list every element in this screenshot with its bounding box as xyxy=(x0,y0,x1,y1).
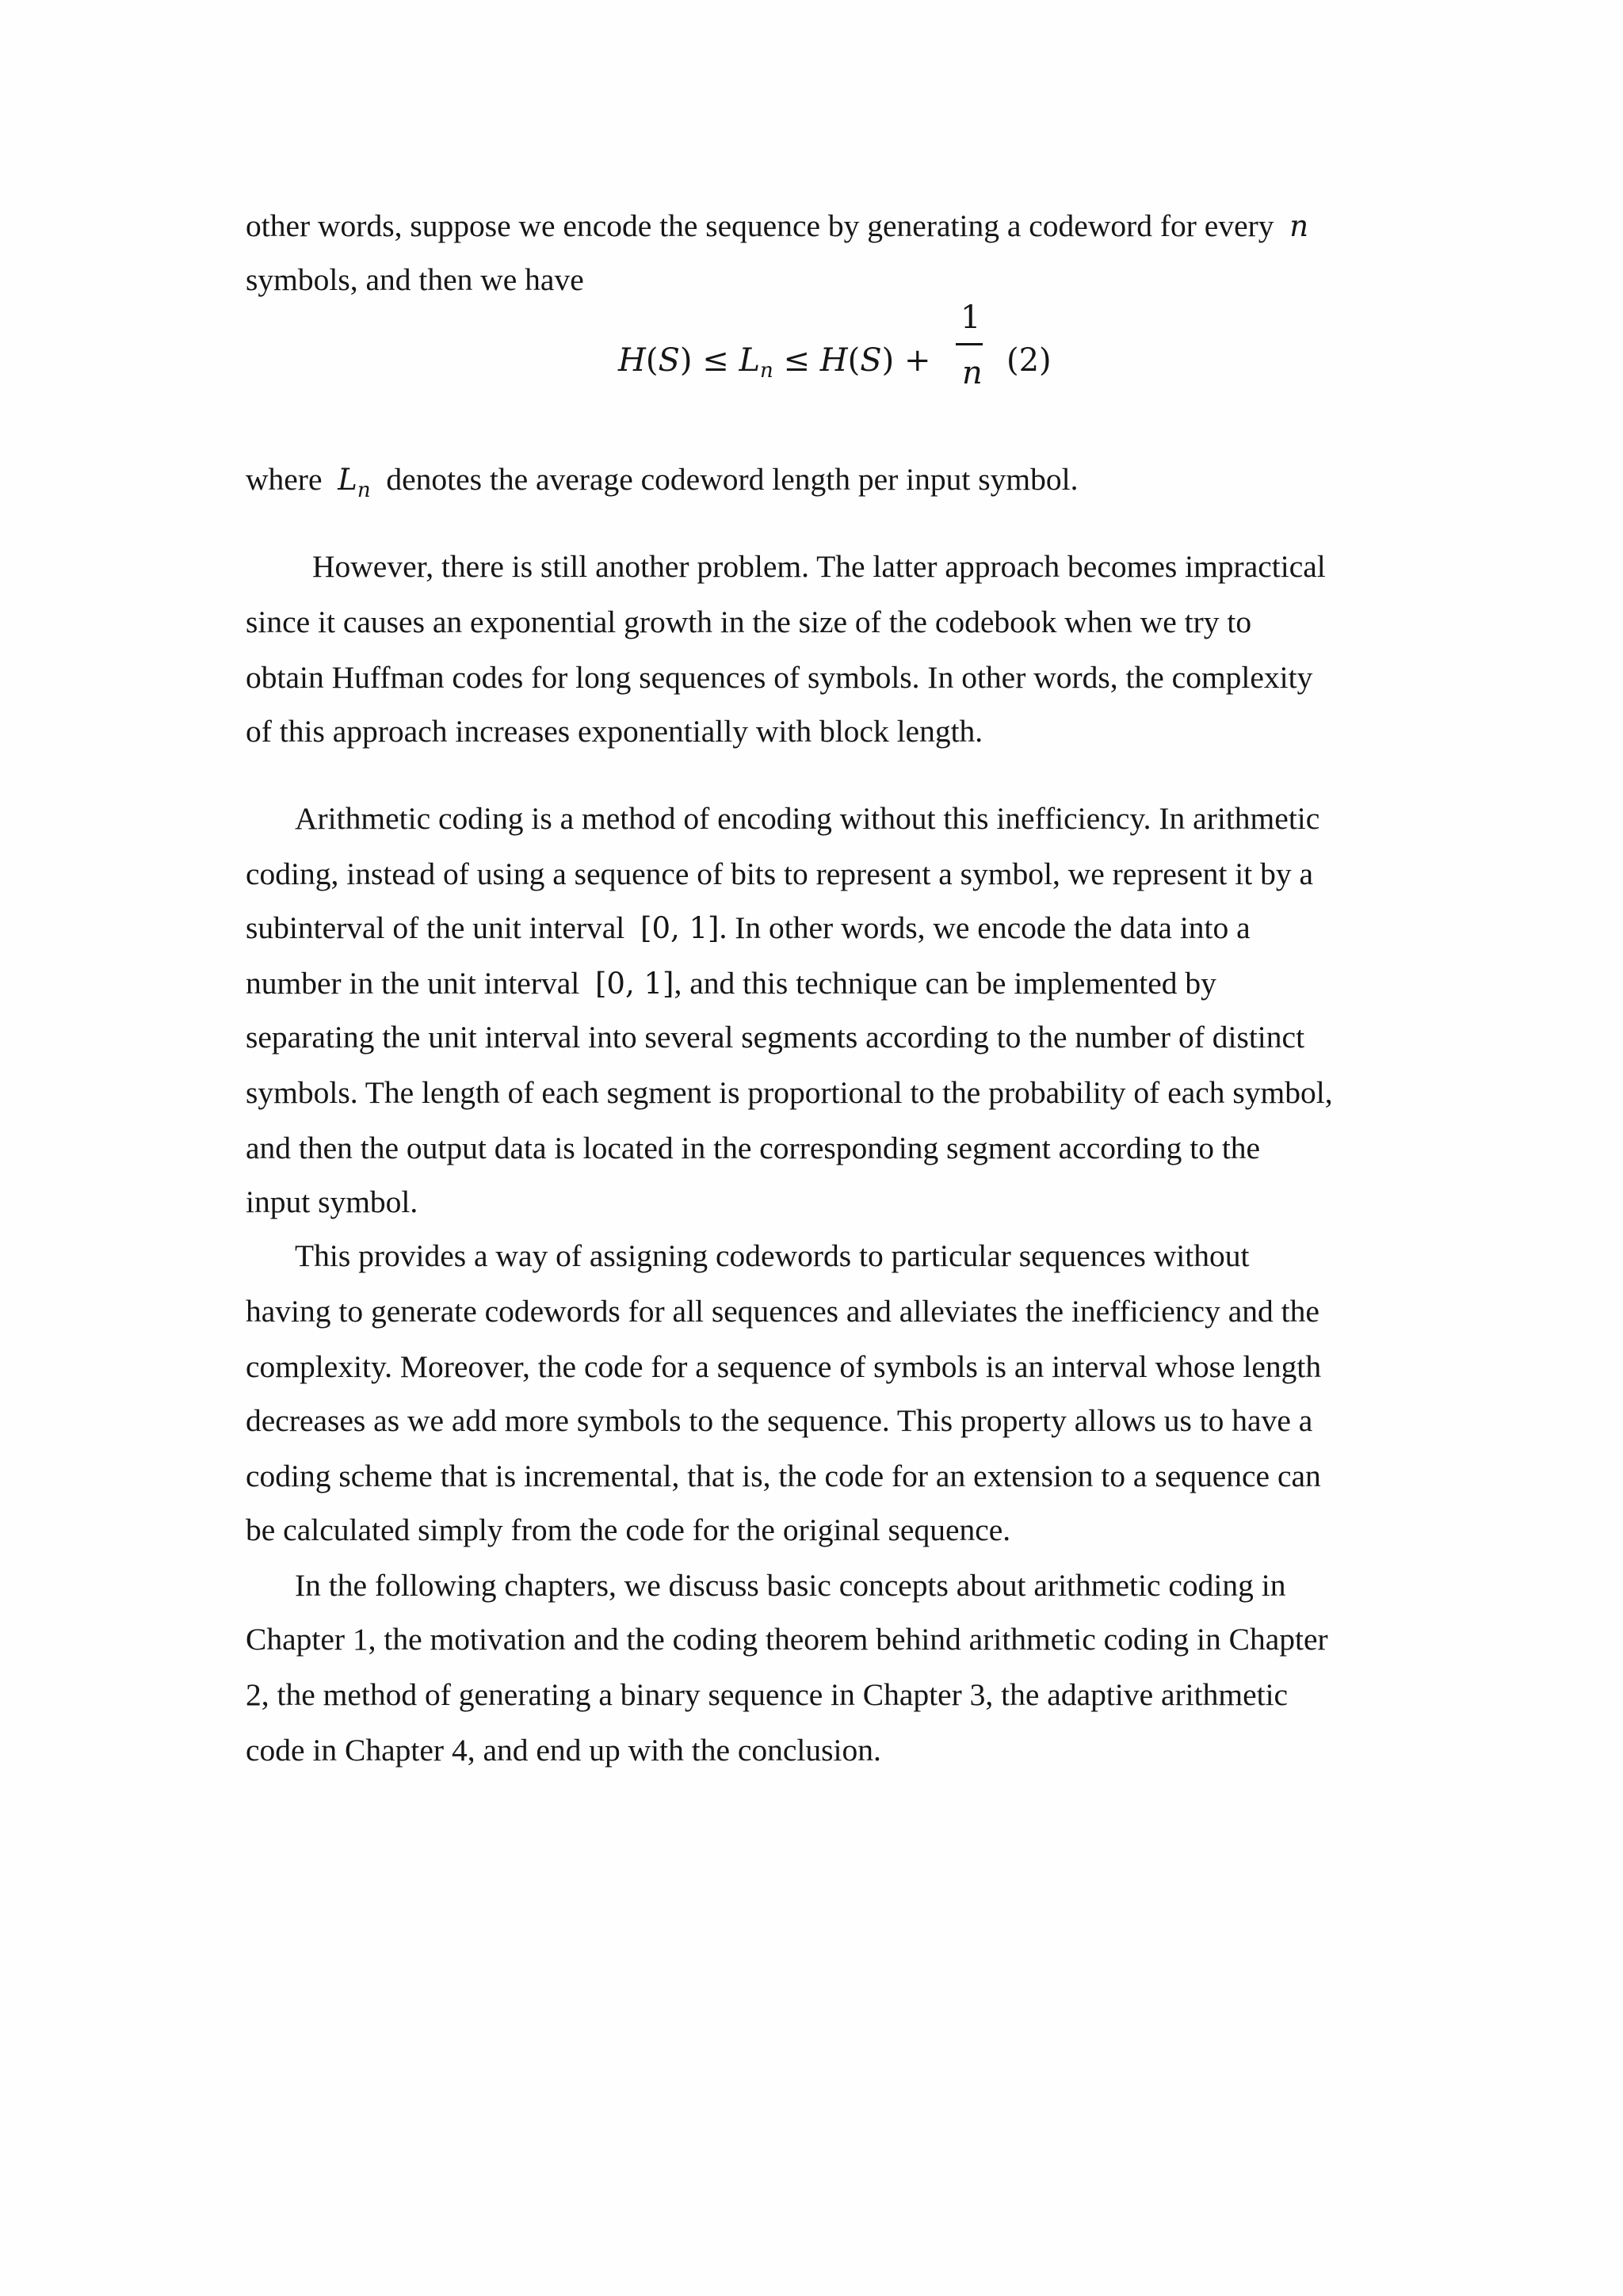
paragraph-3-line-7: and then the output data is located in the corresponding segment according to the xyxy=(246,1131,1261,1165)
paragraph-1-line-1 xyxy=(246,208,1309,243)
paragraph-5-line-2: Chapter 1, the motivation and the coding theorem behind arithmetic coding in Chapter xyxy=(246,1622,1328,1657)
equation-number: (2) xyxy=(1006,342,1052,379)
eq-symbol: H xyxy=(618,342,646,379)
fraction-denominator: n xyxy=(962,355,983,391)
paragraph-3-line-1: Arithmetic coding is a method of encoding without this inefficiency. In arithmetic xyxy=(295,801,1320,836)
text-segment: number in the unit interval xyxy=(246,966,580,1001)
paragraph-5-line-1: In the following chapters, we discuss basic concepts about arithmetic coding in xyxy=(295,1568,1286,1603)
paragraph-3-line-2: coding, instead of using a sequence of bits to represent a symbol, we represent it by a xyxy=(246,856,1314,891)
eq-symbol: S xyxy=(860,342,882,379)
paragraph-4-line-4: decreases as we add more symbols to the sequence. This property allows us to have a xyxy=(246,1403,1313,1438)
text-segment: , and this technique can be implemented by xyxy=(674,966,1216,1001)
eq-symbol: ) xyxy=(881,342,895,379)
paragraph-4-line-2: having to generate codewords for all sequences and alleviates the inefficiency and the xyxy=(246,1294,1319,1329)
text-segment: where xyxy=(246,462,323,497)
fraction-numerator: 1 xyxy=(960,299,981,336)
paragraph-4-line-6: be calculated simply from the code for the original sequence. xyxy=(246,1512,1011,1547)
paragraph-2-line-3: obtain Huffman codes for long sequences of symbols. In other words, the complexity xyxy=(246,660,1313,695)
where-line xyxy=(246,464,1078,501)
fraction-bar xyxy=(956,343,983,345)
paragraph-2-line-1: However, there is still another problem. The latter approach becomes impractical xyxy=(312,549,1326,584)
math-variable-n: n xyxy=(1289,209,1309,243)
eq-symbol: ≤ xyxy=(702,342,729,379)
paragraph-4-line-3: complexity. Moreover, the code for a sequence of symbols is an interval whose length xyxy=(246,1349,1322,1384)
paragraph-5-line-4: code in Chapter 4, and end up with the conclusion. xyxy=(246,1733,881,1768)
paragraph-3-line-6: symbols. The length of each segment is proportional to the probability of each symbol, xyxy=(246,1075,1333,1110)
math-interval: [0, 1] xyxy=(594,967,674,1001)
eq-symbol: ≤ xyxy=(783,342,811,379)
equation-2 xyxy=(618,299,1052,418)
equation-body xyxy=(618,342,930,383)
eq-symbol: + xyxy=(903,342,931,379)
math-variable-L: L xyxy=(338,463,357,497)
paragraph-2-line-4: of this approach increases exponentially with block length. xyxy=(246,714,983,749)
paragraph-3-line-4 xyxy=(246,968,1216,1000)
math-interval: [0, 1] xyxy=(640,911,720,945)
paragraph-5-line-3: 2, the method of generating a binary sequence in Chapter 3, the adaptive arithmetic xyxy=(246,1677,1289,1712)
text-segment: subinterval of the unit interval xyxy=(246,910,625,945)
text-segment: . In other words, we encode the data into a xyxy=(719,910,1251,945)
eq-symbol: S xyxy=(658,342,680,379)
paragraph-3-line-8: input symbol. xyxy=(246,1184,418,1219)
text-segment: denotes the average codeword length per input symbol. xyxy=(386,462,1079,497)
text-segment: other words, suppose we encode the sequence by generating a codeword for every xyxy=(246,208,1274,243)
eq-symbol: ( xyxy=(645,342,659,379)
paragraph-1-line-2: symbols, and then we have xyxy=(246,262,584,297)
paragraph-3-line-5: separating the unit interval into several segments according to the number of distinct xyxy=(246,1020,1305,1055)
eq-symbol: H xyxy=(819,342,848,379)
paragraph-4-line-5: coding scheme that is incremental, that is, the code for an extension to a sequence can xyxy=(246,1459,1321,1493)
eq-subscript: n xyxy=(760,359,773,383)
paragraph-4-line-1: This provides a way of assigning codewords to particular sequences without xyxy=(295,1238,1250,1273)
eq-symbol: ( xyxy=(847,342,861,379)
eq-symbol: ) xyxy=(679,342,693,379)
paragraph-2-line-2: since it causes an exponential growth in the size of the codebook when we try to xyxy=(246,605,1252,639)
eq-symbol: L xyxy=(739,342,761,379)
paragraph-3-line-3 xyxy=(246,910,1251,945)
math-subscript: n xyxy=(357,478,371,502)
